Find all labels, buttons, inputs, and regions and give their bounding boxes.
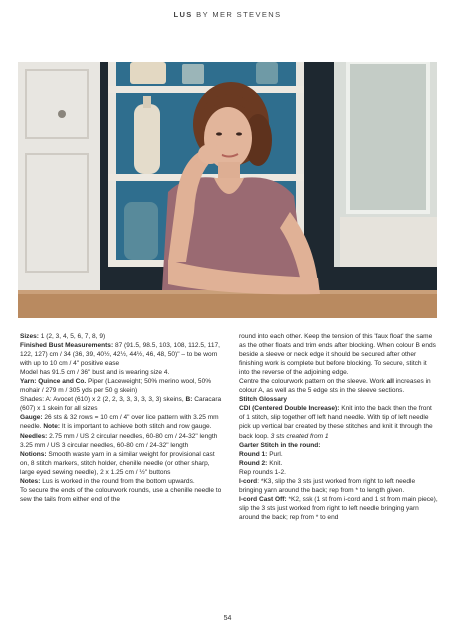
repeat-line: Rep rounds 1-2. (239, 468, 286, 476)
yarn-value: Piper (Laceweight; 50% merino wool, 50% mohair / 279 m / 305 yds per 50 g skein) (20, 378, 212, 395)
shades-b: Caracara (607) x 1 skein for all sizes (20, 396, 222, 413)
needles-value: 2.75 mm / US 2 circular needles, 60-80 cm / 24-32" length (47, 432, 218, 440)
icord-castoff-paragraph (239, 495, 439, 522)
bust-label: Finished Bust Measurements: (20, 342, 114, 350)
round-2-label: Round 2: (239, 459, 268, 467)
model-photo (18, 62, 437, 318)
cdi-paragraph (239, 404, 439, 440)
cdi-value: Knit into the back then the front of 1 stitch, slip together off left hand needle. With tip of left needle pick up vertical bar created by these stitches and knit it through the back loop. (239, 405, 433, 440)
sizes-paragraph (20, 332, 225, 341)
gauge-note-label: Note: (43, 423, 61, 431)
sizes-label: Sizes: (20, 333, 39, 340)
glossary-heading-text: Stitch Glossary (239, 396, 288, 404)
faux-float-paragraph: round into each other. Keep the tension of this 'faux float' the same as the other floats and trim ends after blocking. When colour B ends beside a sleeve or neck edge it should be secured after other finishing work is complete but before blocking. To secure, stitch it into the reverse of the adjoining edge. (239, 333, 436, 377)
round-1-value: Purl. (267, 450, 283, 458)
garter-heading-text: Garter Stitch in the round: (239, 441, 321, 449)
notions-paragraph (20, 450, 225, 477)
shades-a: Shades: A: Avocet (610) x 2 (2, 2, 3, 3, 3, 3, 3, 3) skeins, (20, 396, 186, 404)
notions-label: Notions: (20, 450, 47, 458)
model-note: Model has 91.5 cm / 36" bust and is wearing size 4. (20, 369, 170, 377)
gauge-value: 26 sts & 32 rows = 10 cm / 4" over lice pattern with 3.25 mm needle. (20, 414, 219, 431)
round-2-value: Knit. (267, 459, 283, 467)
notes-value: Lus is worked in the round from the bottom upwards. (40, 477, 195, 485)
centre-emphasis: all (386, 378, 394, 386)
page-number: 54 (223, 615, 232, 622)
icord-castoff-value: *K2, ssk (1 st from i-cord and 1 st from main piece), slip the 3 sts just worked from right to left needle bringing yarn around the back; rep from * to end (239, 495, 438, 521)
left-column (20, 332, 225, 504)
notes-label: Notes: (20, 477, 41, 485)
needles-label: Needles: (20, 432, 48, 440)
secure-paragraph: To secure the ends of the colourwork rounds, use a chenille needle to sew the tails from either end of the (20, 486, 222, 503)
shades-paragraph (20, 395, 225, 413)
shades-b-label: B: (185, 396, 193, 404)
centre-text-a: Centre the colourwork pattern on the sleeve. Work (239, 378, 387, 386)
sizes-value: 1 (2, 3, 4, 5, 6, 7, 8, 9) (38, 333, 106, 340)
icord-paragraph (239, 477, 439, 495)
garter-heading (239, 441, 439, 450)
glossary-heading (239, 395, 439, 404)
notions-value: Smooth waste yarn in a similar weight for provisional cast on, 8 stitch markers, stitch holder, chenille needle (or other sharp, large eyed sewing needle), 2 x 1.25 cm / ½" buttons (20, 450, 215, 476)
round-1-label: Round 1: (239, 450, 268, 458)
gauge-note: It is important to achieve both stitch and row gauge. (60, 423, 212, 431)
round-1 (239, 450, 439, 459)
icord-label: I-cord (239, 477, 258, 485)
cdi-label: CDI (Centered Double Increase): (239, 405, 340, 413)
needles-second: 3.25 mm / US 3 circular needles, 60-80 cm / 24-32" length (20, 441, 189, 449)
notes-paragraph (20, 477, 225, 486)
running-header (0, 10, 455, 19)
icord-value: : *K3, slip the 3 sts just worked from right to left needle bringing yarn around the back; rep from * to length given. (239, 477, 416, 494)
pattern-title: LUS (173, 10, 193, 19)
right-column (239, 332, 439, 522)
gauge-label: Gauge: (20, 414, 43, 422)
bust-value: 87 (91.5, 98.5, 103, 108, 112.5, 117, 122, 127) cm / 34 (36, 39, 40½, 42½, 44½, 46, 48, 50)" – to be worn with up to 10 cm / 4" positive ease (20, 342, 220, 368)
designer-byline: BY MER STEVENS (196, 10, 282, 19)
bust-paragraph (20, 341, 225, 368)
cdi-result: 3 sts created from 1 (270, 432, 329, 440)
centre-paragraph (239, 377, 439, 395)
round-2 (239, 459, 439, 468)
gauge-paragraph (20, 413, 225, 431)
icord-castoff-label: I-cord Cast Off: (239, 495, 287, 503)
yarn-paragraph (20, 377, 225, 395)
yarn-label: Yarn: Quince and Co. (20, 378, 87, 386)
needles-paragraph (20, 432, 225, 441)
centre-text-b: increases in colour A, as well as the 5 edge sts in the sleeve sections. (239, 378, 431, 395)
